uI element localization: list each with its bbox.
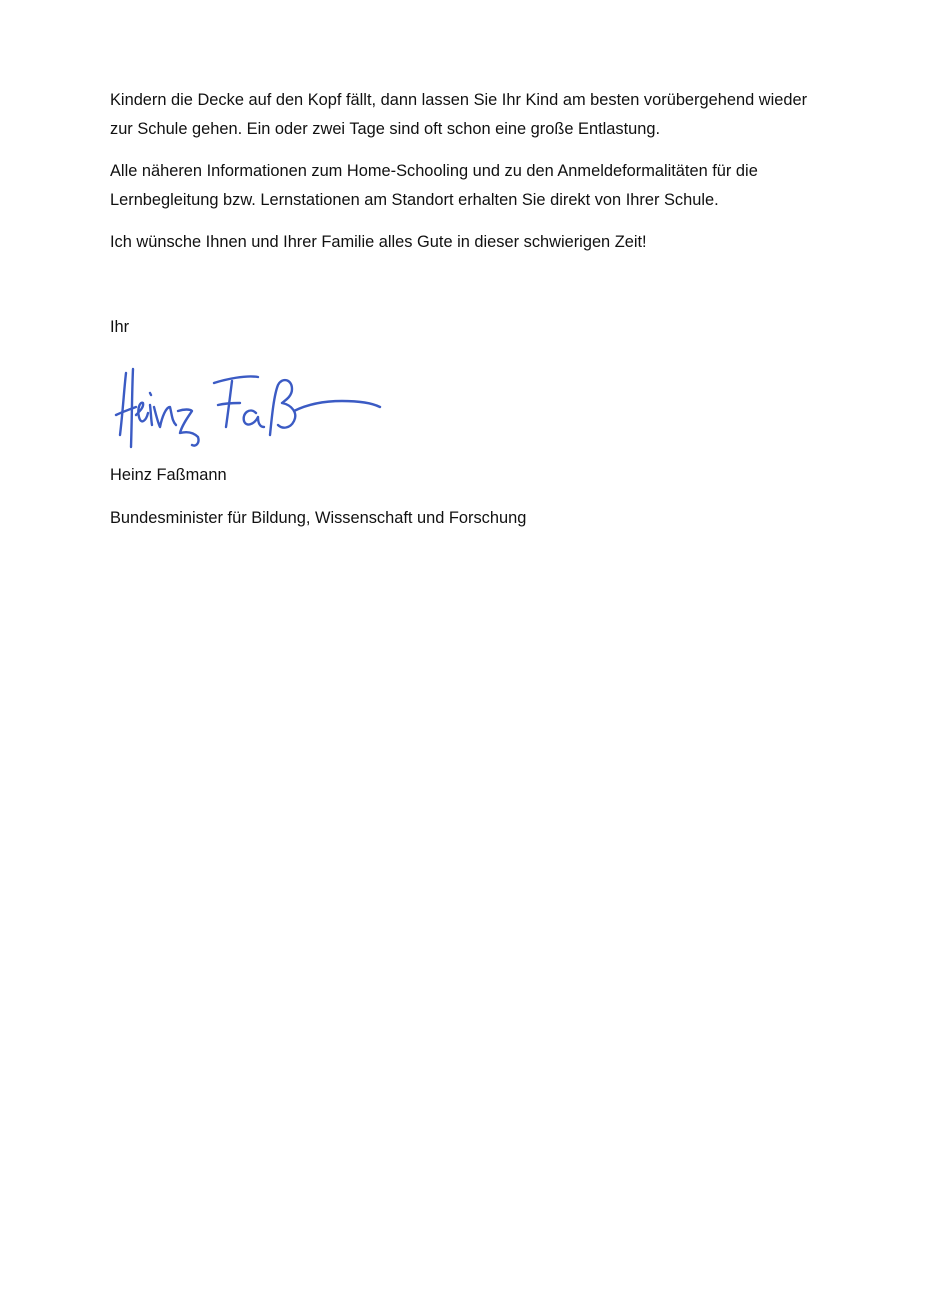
paragraph-3: Ich wünsche Ihnen und Ihrer Familie alles Gute in dieser schwierigen Zeit! [110,233,647,251]
signer-title: Bundesminister für Bildung, Wissenschaft und Forschung [110,508,527,527]
letter-body [110,86,810,546]
signer-name: Heinz Faßmann [110,466,227,484]
handwritten-signature [106,355,386,451]
paragraph-1: Kindern die Decke auf den Kopf fällt, dann lassen Sie Ihr Kind am besten vorübergehend wieder zur Schule gehen. Ein oder zwei Tage sind oft schon eine große Entlastung. [110,91,808,138]
salutation: Ihr [110,317,130,336]
paragraph-2: Alle näheren Informationen zum Home-Schooling und zu den Anmeldeformalitäten für die Lernbegleitung bzw. Lernstationen am Standort erhalten Sie direkt von Ihrer Schule. [110,162,758,209]
